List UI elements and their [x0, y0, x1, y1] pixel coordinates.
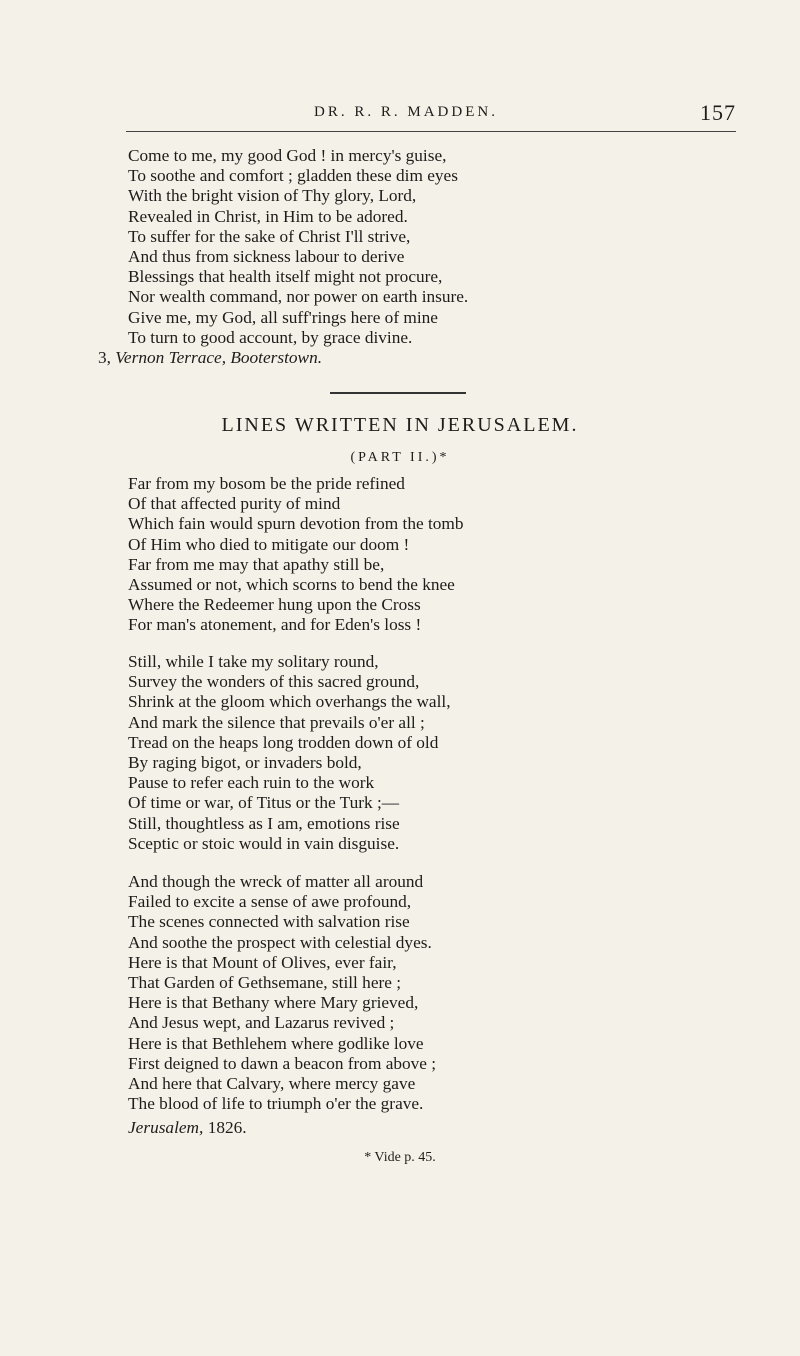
signature-number: 3,: [98, 348, 111, 367]
first-poem-signature: [98, 348, 322, 368]
running-title: DR. R. R. MADDEN.: [314, 104, 498, 120]
verse-line: Blessings that health itself might not procure,: [128, 267, 443, 287]
verse-line: Here is that Bethany where Mary grieved,: [128, 993, 419, 1013]
verse-line: Tread on the heaps long trodden down of old: [128, 732, 439, 752]
stanza-one: [128, 474, 768, 636]
verse-line: Assumed or not, which scorns to bend the knee: [128, 575, 455, 595]
verse-line: Where the Redeemer hung upon the Cross: [128, 595, 421, 615]
verse-line: Of time or war, of Titus or the Turk ;—: [128, 793, 400, 813]
verse-line: Nor wealth command, nor power on earth insure.: [128, 287, 469, 307]
verse-line: And thus from sickness labour to derive: [128, 247, 405, 267]
signature-place: Jerusalem,: [128, 1118, 204, 1137]
verse-line: Which fain would spurn devotion from the tomb: [128, 514, 464, 534]
verse-line: By raging bigot, or invaders bold,: [128, 753, 362, 773]
poem-title: LINES WRITTEN IN JERUSALEM.: [221, 414, 579, 436]
verse-line: Survey the wonders of this sacred ground,: [128, 672, 420, 692]
verse-line: And Jesus wept, and Lazarus revived ;: [128, 1013, 395, 1033]
verse-line: And mark the silence that prevails o'er all ;: [128, 712, 425, 732]
stanza-three: [128, 872, 768, 1114]
verse-line: Far from my bosom be the pride refined: [128, 474, 405, 493]
signature-place: Vernon Terrace, Booterstown.: [115, 348, 323, 367]
footnote: * Vide p. 45.: [364, 1150, 436, 1165]
verse-line: And soothe the prospect with celestial dyes.: [128, 932, 432, 952]
verse-line: And here that Calvary, where mercy gave: [128, 1074, 416, 1094]
verse-line: Still, while I take my solitary round,: [128, 652, 379, 671]
verse-line: Come to me, my good God ! in mercy's guise,: [128, 146, 447, 165]
verse-line: To soothe and comfort ; gladden these dim eyes: [128, 166, 458, 186]
second-poem-signature: [128, 1118, 247, 1138]
verse-line: The blood of life to triumph o'er the grave.: [128, 1094, 424, 1114]
verse-line: Still, thoughtless as I am, emotions rise: [128, 813, 400, 833]
verse-line: Far from me may that apathy still be,: [128, 554, 385, 574]
signature-year: 1826.: [207, 1118, 247, 1137]
verse-line: Shrink at the gloom which overhangs the wall,: [128, 692, 451, 712]
verse-line: Here is that Mount of Olives, ever fair,: [128, 952, 397, 972]
section-divider: [330, 392, 466, 394]
header-rule: [126, 131, 736, 132]
page-number: 157: [700, 100, 736, 125]
verse-line: The scenes connected with salvation rise: [128, 912, 410, 932]
verse-line: To suffer for the sake of Christ I'll strive,: [128, 226, 411, 246]
verse-line: With the bright vision of Thy glory, Lord,: [128, 186, 417, 206]
verse-line: Revealed in Christ, in Him to be adored.: [128, 206, 408, 226]
verse-line: Pause to refer each ruin to the work: [128, 773, 375, 793]
verse-line: For man's atonement, and for Eden's loss !: [128, 615, 422, 635]
verse-line: Here is that Bethlehem where godlike love: [128, 1033, 424, 1053]
verse-line: To turn to good account, by grace divine.: [128, 327, 413, 347]
verse-line: That Garden of Gethsemane, still here ;: [128, 973, 402, 993]
verse-line: And though the wreck of matter all around: [128, 872, 424, 891]
verse-line: Of Him who died to mitigate our doom !: [128, 534, 410, 554]
part-label: (PART II.)*: [350, 450, 450, 465]
verse-line: Of that affected purity of mind: [128, 494, 341, 514]
verse-line: Sceptic or stoic would in vain disguise.: [128, 833, 400, 853]
verse-line: Give me, my God, all suff'rings here of mine: [128, 307, 438, 327]
first-poem-verse: [128, 146, 768, 348]
running-head: [0, 100, 800, 128]
stanza-two: [128, 652, 768, 854]
verse-line: First deigned to dawn a beacon from above ;: [128, 1053, 437, 1073]
verse-line: Failed to excite a sense of awe profound,: [128, 892, 412, 912]
